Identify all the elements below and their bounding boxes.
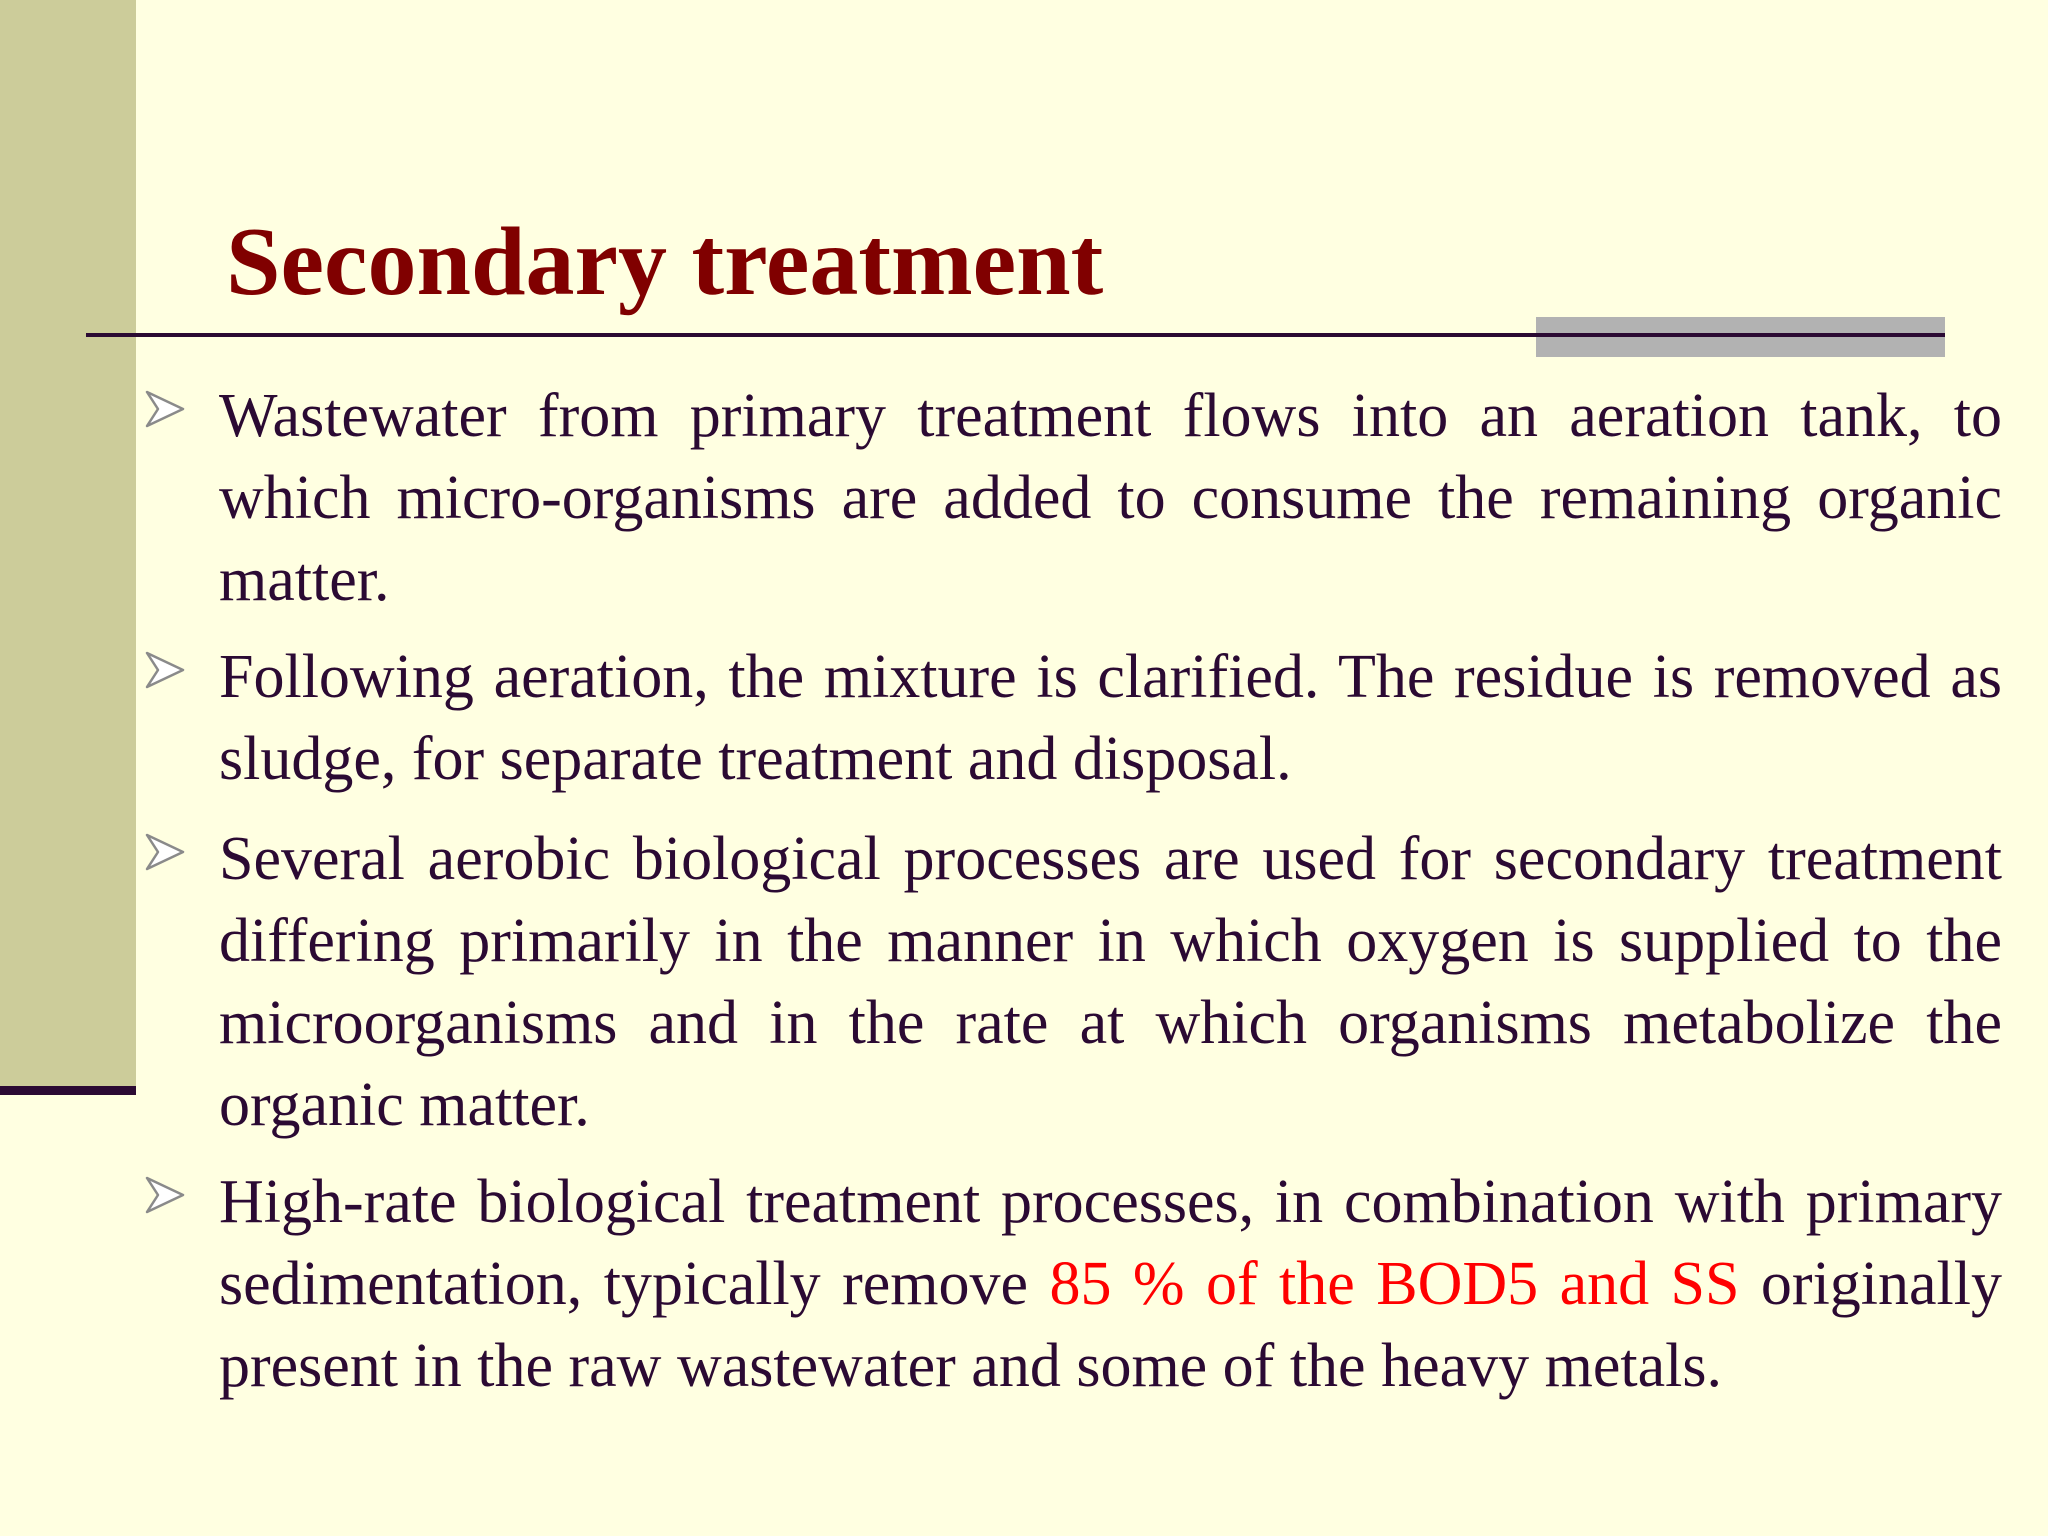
side-decoration-rule: [0, 1086, 136, 1095]
title-accent-bar: [1536, 317, 1945, 357]
arrowhead-bullet-icon: [144, 1174, 186, 1216]
title-accent-underline: [1536, 333, 1945, 337]
bullet-text-2: Following aeration, the mixture is clarified. The residue is removed as sludge, for separate treatment and disposal.: [219, 643, 2002, 793]
bullet-text-4-start: High-rate biological treatment processes, in combination with primary sedimentation, typically remove: [219, 1168, 2002, 1318]
slide-title: Secondary treatment: [226, 208, 1104, 316]
arrowhead-bullet-icon: [144, 388, 186, 430]
bullet-text-4: [219, 1161, 2002, 1407]
bullet-text-3: Several aerobic biological processes are used for secondary treatment differing primarily in the manner in which oxygen is supplied to the microorganisms and in the rate at which organisms metabolize the organic matter.: [219, 825, 2002, 1139]
arrowhead-bullet-icon: [144, 649, 186, 691]
bullet-text-4-end: originally present in the raw wastewater and some of the heavy metals.: [219, 1250, 2003, 1400]
bullet-text-4-highlight: 85 % of the BOD5 and SS: [1049, 1250, 1740, 1318]
bullet-text-1: Wastewater from primary treatment flows into an aeration tank, to which micro-organisms are added to consume the remaining organic matter.: [219, 382, 2002, 614]
side-decoration-bar: [0, 0, 136, 1086]
arrowhead-bullet-icon: [144, 831, 186, 873]
